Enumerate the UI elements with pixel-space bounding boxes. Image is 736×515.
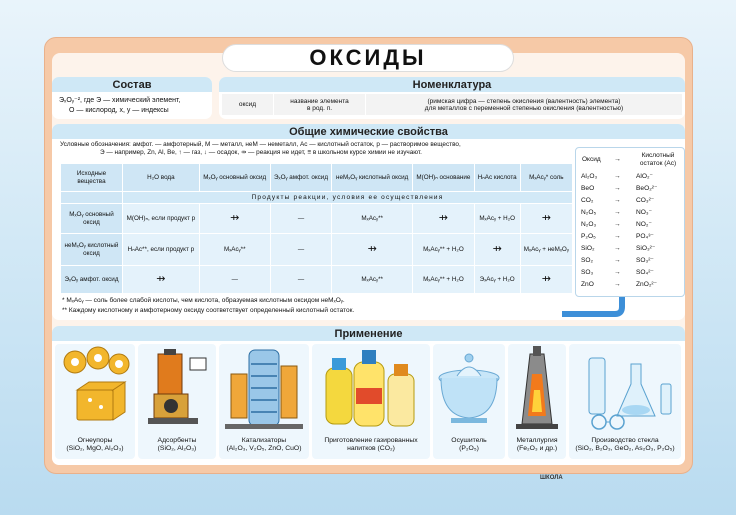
- composition-heading: Состав: [52, 77, 212, 92]
- catalytic-column-icon: [219, 344, 309, 434]
- residue-oxide: SO₃: [581, 269, 594, 276]
- residue-arrow: →: [614, 197, 621, 204]
- residue-arrow: →: [614, 173, 621, 180]
- header-cell: H₂O вода: [123, 164, 200, 192]
- refractory-bricks-icon: [55, 344, 135, 434]
- nomenclature-element: [274, 94, 366, 116]
- residue-ion: SO₃²⁻: [636, 257, 654, 264]
- row-label: MₓOᵧ основный оксид: [61, 204, 123, 234]
- residue-arrow: →: [614, 245, 621, 252]
- table-cell: ⇸: [332, 234, 413, 266]
- table-cell: M(OH)ₙ, если продукт р: [123, 204, 200, 234]
- app-formula: (Fe₂O₃ и др.): [516, 445, 558, 452]
- app-label: Приготовление газированных: [324, 437, 418, 444]
- table-cell: MₓAcᵧ** + H₂O: [413, 266, 475, 294]
- nomenclature-panel: [219, 77, 685, 119]
- nomenclature-table: [221, 93, 683, 116]
- row-label: ЭₓOᵧ амфот. оксид: [61, 266, 123, 294]
- nomenclature-heading: Номенклатура: [219, 77, 685, 92]
- residue-oxide: SiO₂: [581, 245, 595, 252]
- residue-arrow: →: [614, 281, 621, 288]
- app-formula: (SiO₂, MgO, Al₂O₃): [66, 445, 124, 452]
- app-label: Осушитель: [451, 437, 487, 444]
- residue-arrow: →: [614, 185, 621, 192]
- nomenclature-roman-text2: для металлов с переменной степенью окисления (валентностью): [424, 104, 624, 112]
- residue-arrow: →: [614, 233, 621, 240]
- app-item-adsorbent: [138, 344, 216, 459]
- table-cell: MₓAcᵧ + неMₓOᵧ: [520, 234, 572, 266]
- header-cell: MₓOᵧ основный оксид: [199, 164, 270, 192]
- header-cell: MₓAcᵧ* соль: [520, 164, 572, 192]
- soda-bottles-icon: [312, 344, 430, 434]
- residue-oxide: ZnO: [581, 281, 594, 288]
- app-item-glass: [569, 344, 681, 459]
- footnote-2: ** Каждому кислотному и амфотерному оксиду соответствует определенный кислотный остаток.: [62, 307, 355, 314]
- table-cell: HₙAc**, если продукт р: [123, 234, 200, 266]
- app-item-catalyst: [219, 344, 309, 459]
- residue-ion: AlO₂⁻: [636, 173, 654, 180]
- band-spacer: [61, 192, 123, 204]
- app-label: Катализаторы: [241, 437, 287, 444]
- title-text: ОКСИДЫ: [309, 45, 427, 70]
- table-cell: MₓAcᵧ + H₂O: [474, 204, 520, 234]
- residue-ion: NO₃⁻: [636, 209, 653, 216]
- table-cell: MₓAcᵧ**: [332, 204, 413, 234]
- header-cell: Исходные вещества: [61, 164, 123, 192]
- residue-oxide: N₂O₃: [581, 221, 597, 228]
- app-item-refractory: [55, 344, 135, 459]
- composition-line1: ЭₓOᵧ⁻², где Э — химический элемент,: [59, 97, 181, 104]
- nomenclature-element-text2: в род. п.: [306, 104, 333, 112]
- residue-head-ac: Кислотный остаток (Ac): [639, 152, 677, 167]
- table-cell: —: [199, 266, 270, 294]
- residue-ion: NO₂⁻: [636, 221, 652, 228]
- header-cell: M(OH)ₙ основание: [413, 164, 475, 192]
- composition-panel: [52, 77, 212, 119]
- adsorber-machine-icon: [138, 344, 216, 434]
- app-formula: (SiO₂, B₂O₃, GeO₂, As₂O₃, P₂O₅): [575, 445, 675, 452]
- app-formula: (SiO₂, Al₂O₃): [157, 445, 197, 452]
- nomenclature-oxide: [222, 94, 274, 116]
- residue-ion: PO₄³⁻: [636, 233, 654, 240]
- residue-oxide: BeO: [581, 185, 595, 192]
- application-heading: Применение: [52, 326, 685, 341]
- composition-line2: O — кислород, x, y — индексы: [69, 107, 169, 114]
- properties-heading: Общие химические свойства: [52, 124, 685, 139]
- residue-arrow: →: [614, 221, 621, 228]
- app-label: Адсорбенты: [157, 437, 197, 444]
- nomenclature-roman-text: (римская цифра — степень окисления (валентность) элемента): [427, 97, 621, 105]
- table-cell: ⇸: [123, 266, 200, 294]
- legend-line2: Э — например, Zn, Al, Be, ↑ — газ, ↓ — осадок, ⇸ — реакция не идет, ≡ в школьном курсе химии не изучают.: [100, 149, 422, 156]
- header-cell: ЭₓOᵧ амфот. оксид: [270, 164, 332, 192]
- app-formula: напитков (CO₂): [347, 445, 395, 452]
- app-label: Металлургия: [516, 437, 558, 444]
- residue-arrow: →: [614, 209, 621, 216]
- legend-line1: Условные обозначения: амфот. — амфотерный, М — металл, неМ — неметалл, Ac — кислотный остаток, р — растворимое вещество,: [60, 141, 461, 148]
- header-cell: HₙAc кислота: [474, 164, 520, 192]
- nomenclature-oxide-text: оксид: [238, 101, 257, 108]
- publisher-logo: ШКОЛА: [540, 475, 563, 481]
- residue-ion: BeO₂²⁻: [636, 185, 658, 192]
- residue-oxide: SO₂: [581, 257, 594, 264]
- app-item-drinks: [312, 344, 430, 459]
- table-cell: —: [270, 266, 332, 294]
- residue-arrow: →: [614, 269, 621, 276]
- table-cell: —: [270, 234, 332, 266]
- row-label: неMₓOᵧ кислотный оксид: [61, 234, 123, 266]
- table-cell: ЭₓAcᵧ + H₂O: [474, 266, 520, 294]
- app-label: Производство стекла: [591, 437, 659, 444]
- table-cell: MₓAcᵧ**: [199, 234, 270, 266]
- table-cell: —: [270, 204, 332, 234]
- glassware-icon: [569, 344, 681, 434]
- residue-arrow: →: [614, 257, 621, 264]
- app-formula: (P₂O₅): [459, 445, 479, 452]
- residue-oxide: CO₂: [581, 197, 594, 204]
- table-cell: MₓAcᵧ**: [332, 266, 413, 294]
- desiccator-icon: [433, 344, 505, 434]
- footnote-1: * MₓAcᵧ — соль более слабой кислоты, чем кислота, образуемая кислотным оксидом неMₓOᵧ.: [62, 297, 345, 304]
- app-label: Огнеупоры: [77, 437, 113, 444]
- residue-ion: SiO₃²⁻: [636, 245, 656, 252]
- table-cell: MₓAcᵧ** + H₂O: [413, 234, 475, 266]
- table-cell: ⇸: [199, 204, 270, 234]
- residue-ion: ZnO₂²⁻: [636, 281, 658, 288]
- poster-title: [222, 44, 514, 72]
- table-cell: ⇸: [520, 204, 572, 234]
- residue-head-arrow: →: [614, 156, 621, 163]
- header-cell: неMₓOᵧ кислотный оксид: [332, 164, 413, 192]
- app-formula: (Al₂O₃, V₂O₅, ZnO, CuO): [226, 445, 302, 452]
- app-item-metallurgy: [508, 344, 566, 459]
- table-cell: ⇸: [413, 204, 475, 234]
- blast-furnace-icon: [508, 344, 566, 434]
- residue-oxide: P₂O₅: [581, 233, 596, 240]
- table-cell: ⇸: [474, 234, 520, 266]
- reaction-band: Продукты реакции, условия ее осуществления: [123, 192, 573, 204]
- residue-oxide: N₂O₅: [581, 209, 597, 216]
- nomenclature-element-text: название элемента: [290, 97, 349, 105]
- nomenclature-roman: [366, 94, 683, 116]
- properties-table: [60, 163, 573, 294]
- residue-oxide: Al₂O₃: [581, 173, 598, 180]
- table-cell: ⇸: [520, 266, 572, 294]
- residue-ion: CO₃²⁻: [636, 197, 655, 204]
- residue-ion: SO₄²⁻: [636, 269, 654, 276]
- app-item-desiccant: [433, 344, 505, 459]
- residue-head-oxide: Оксид: [582, 156, 601, 163]
